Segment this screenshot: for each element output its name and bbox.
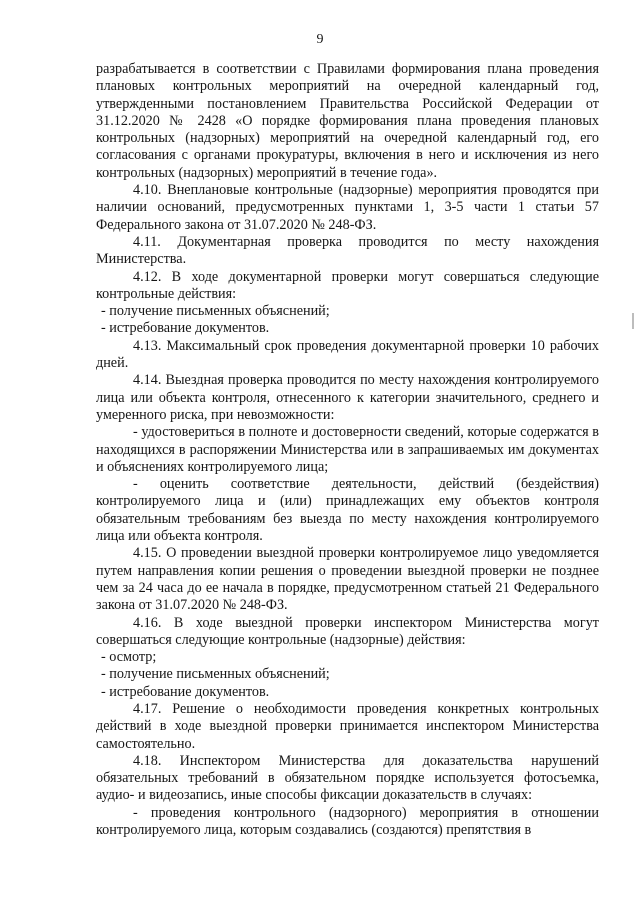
list-item: - истребование документов. [101, 320, 270, 337]
paragraph-4-13: 4.13. Максимальный срок проведения документарной проверки 10 рабочих дней. [96, 337, 599, 372]
list-item: - проведения контрольного (надзорного) мероприятия в отношении контролируемого лица, которым создавались (создаются) препятствия в [96, 804, 599, 839]
paragraph-4-17: 4.17. Решение о необходимости проведения конкретных контрольных действий в ходе выездной проверки принимается инспектором Министерства самостоятельно. [96, 700, 599, 752]
list-item: - удостовериться в полноте и достоверности сведений, которые содержатся в находящихся в распоряжении Министерства или в запрашиваемых им документах и объяснениях контролируемого лица; [96, 424, 599, 475]
paragraph-4-16: 4.16. В ходе выездной проверки инспектором Министерства могут совершаться следующие контрольные (надзорные) действия: [96, 614, 599, 648]
list-item: - получение письменных объяснений; [101, 303, 330, 320]
page-number: 9 [316, 32, 324, 47]
list-item: - истребование документов. [101, 683, 270, 700]
list-item: - получение письменных объяснений; [101, 666, 330, 683]
document-body [96, 61, 599, 839]
paragraph-continuation: разрабатывается в соответствии с Правилами формирования плана проведения плановых контрольных мероприятий на очередной календарный год, утвержденными постановлением Правительства Российской Федерации от 31.12.2020 № 2428 «О порядке формирования плана проведения плановых контрольных (надзорных) мероприятий на очередной календарный год, его согласования с органами прокуратуры, включения в него и исключения из него контрольных (надзорных) мероприятий в течение года». [96, 61, 599, 181]
list-item: - оценить соответствие деятельности, действий (бездействия) контролируемого лица и (или) принадлежащих ему объектов контроля обязательным требованиям без выезда по месту нахождения контролируемого лица или объекта контроля. [96, 476, 599, 545]
paragraph-4-14: 4.14. Выездная проверка проводится по месту нахождения контролируемого лица или объекта контроля, отнесенного к категории значительного, среднего и умеренного риска, при невозможности: [96, 372, 599, 423]
paragraph-4-15: 4.15. О проведении выездной проверки контролируемое лицо уведомляется путем направления копии решения о проведении выездной проверки не позднее чем за 24 часа до ее начала в порядке, предусмотренном статьей 21 Федерального закона от 31.07.2020 № 248-ФЗ. [96, 545, 599, 614]
paragraph-4-12: 4.12. В ходе документарной проверки могут совершаться следующие контрольные действия: [96, 268, 599, 302]
list-item: - осмотр; [101, 649, 157, 666]
scan-mark [632, 313, 634, 329]
paragraph-4-10: 4.10. Внеплановые контрольные (надзорные) мероприятия проводятся при наличии оснований, предусмотренных пунктами 1, 3-5 части 1 статьи 57 Федерального закона от 31.07.2020 № 248-ФЗ. [96, 182, 599, 233]
paragraph-4-18: 4.18. Инспектором Министерства для доказательства нарушений обязательных требований в обязательном порядке используется фотосъемка, аудио- и видеозапись, иные способы фиксации доказательств в случаях: [96, 752, 599, 804]
paragraph-4-11: 4.11. Документарная проверка проводится по месту нахождения Министерства. [96, 233, 599, 268]
